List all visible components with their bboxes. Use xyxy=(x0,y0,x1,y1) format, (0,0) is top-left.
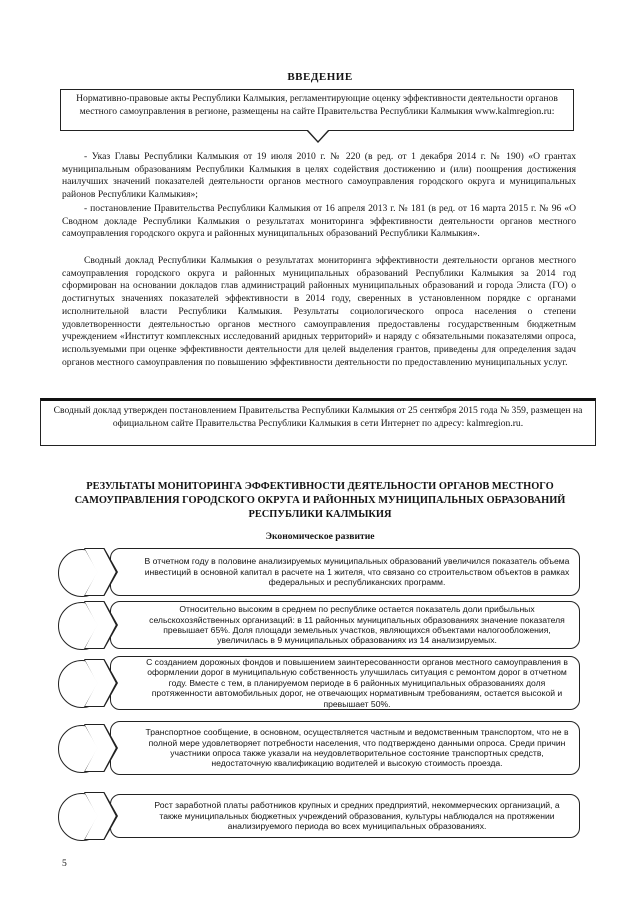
section-subtitle: Экономическое развитие xyxy=(265,531,375,542)
list-item xyxy=(58,721,580,775)
list-item xyxy=(58,656,580,710)
list-item xyxy=(58,601,580,649)
decree-paragraph: - Указ Главы Республики Калмыкия от 19 июля 2010 г. № 220 (в ред. от 1 декабря 2014 г. № 190) «О грантах муниципальным образованиям Республики Калмыкия в целях содействия достижению и (или) поощрения достижения наилучших значений показателей деятельности органов местного самоуправления городского округа и муниципальных районов Республики Калмыкия»; xyxy=(62,151,576,201)
callout-arrow-inner xyxy=(308,130,328,141)
summary-paragraph: Сводный доклад Республики Калмыкия о результатах мониторинга эффективности деятельности органов местного самоуправления городского округа и районных муниципальных образований Республики Калмыкия за 2014 год сформирован на основании докладов глав администраций районных муниципальных образований и города Элиста (ГО) о достигнутых значениях показателей эффективности в 2014 году, сверенных в установленном порядке с органами исполнительной власти Республики Калмыкия. Результаты социологического опроса населения о степени удовлетворенности деятельностью органов местного самоуправления предоставлены государственным бюджетным учреждением «Институт комплексных исследований аридных территорий» и наряду с обязательными показателями опроса, используемыми при оценке эффективности деятельности для целей выделения грантов, приведены для определения задач органов местного самоуправления по повышению эффективности деятельности по предоставлению муниципальных услуг. xyxy=(62,255,576,368)
item-text: Относительно высоким в среднем по республике остается показатель доли прибыльных сельскохозяйственных организаций: в 11 районных муниципальных образованиях значение показателя превышает 65%. Доля площади земельных участков, являющихся объектами налогообложения, увеличилась в 9 муниципальных образованиях из 14 анализируемых. xyxy=(149,604,565,646)
page-number: 5 xyxy=(62,858,67,869)
item-text: Рост заработной платы работников крупных и средних предприятий, некоммерческих организаций, а также муниципальных бюджетных учреждений образования, культуры наблюдался на протяжении анализируемого периода во всех муниципальных образованиях. xyxy=(154,800,560,832)
item-text: В отчетном году в половине анализируемых муниципальных образований увеличился показатель объема инвестиций в основной капитал в расчете на 1 жителя, что связано со строительством объектов в рамках федеральных и республиканских программ. xyxy=(144,556,570,588)
list-item xyxy=(58,548,580,596)
page-title: ВВЕДЕНИЕ xyxy=(287,71,353,83)
approval-box: Сводный доклад утвержден постановлением Правительства Республики Калмыкия от 25 сентября 2015 года № 359, размещен на официальном сайте Правительства Республики Калмыкия в сети Интернет по адресу: kalmregion.ru. xyxy=(40,398,596,446)
list-item xyxy=(58,794,580,838)
legal-acts-callout: Нормативно-правовые акты Республики Калмыкия, регламентирующие оценку эффективности деятельности органов местного самоуправления в регионе, размещены на сайте Правительства Республики Калмыкия www.kalmregion.ru: xyxy=(60,89,574,131)
item-text: С созданием дорожных фондов и повышением заинтересованности органов местного самоуправления в оформлении дорог в муниципальную собственность улучшилась ситуация с ремонтом дорог в отчетном году. Вместе с тем, в планируемом периоде в 6 районных муниципальных образованиях доля протяженности автомобильных дорог, не отвечающих нормативным требованиям, остается высокой и превышает 50%. xyxy=(146,656,568,709)
resolution-paragraph: - постановление Правительства Республики Калмыкия от 16 апреля 2013 г. № 181 (в ред. от 16 марта 2015 г. № 96 «О Сводном докладе Республики Калмыкия о результатах мониторинга эффективности деятельности органов местного самоуправления городского округа и районных муниципальных образований Республики Калмыкия». xyxy=(62,203,576,240)
item-text: Транспортное сообщение, в основном, осуществляется частным и ведомственным транспортом, что не в полной мере удовлетворяет потребности населения, что подтверждено данными опроса. Среди причин участники опроса также указали на неудовлетворительное состояние транспортных средств, недостаточную квалификацию водителей и высокую стоимость проезда. xyxy=(145,727,569,769)
section-title: РЕЗУЛЬТАТЫ МОНИТОРИНГА ЭФФЕКТИВНОСТИ ДЕЯТЕЛЬНОСТИ ОРГАНОВ МЕСТНОГО САМОУПРАВЛЕНИЯ ГОРОДСКОГО ОКРУГА И РАЙОННЫХ МУНИЦИПАЛЬНЫХ ОБРАЗОВАНИЙ РЕСПУБЛИКИ КАЛМЫКИЯ xyxy=(74,481,566,520)
